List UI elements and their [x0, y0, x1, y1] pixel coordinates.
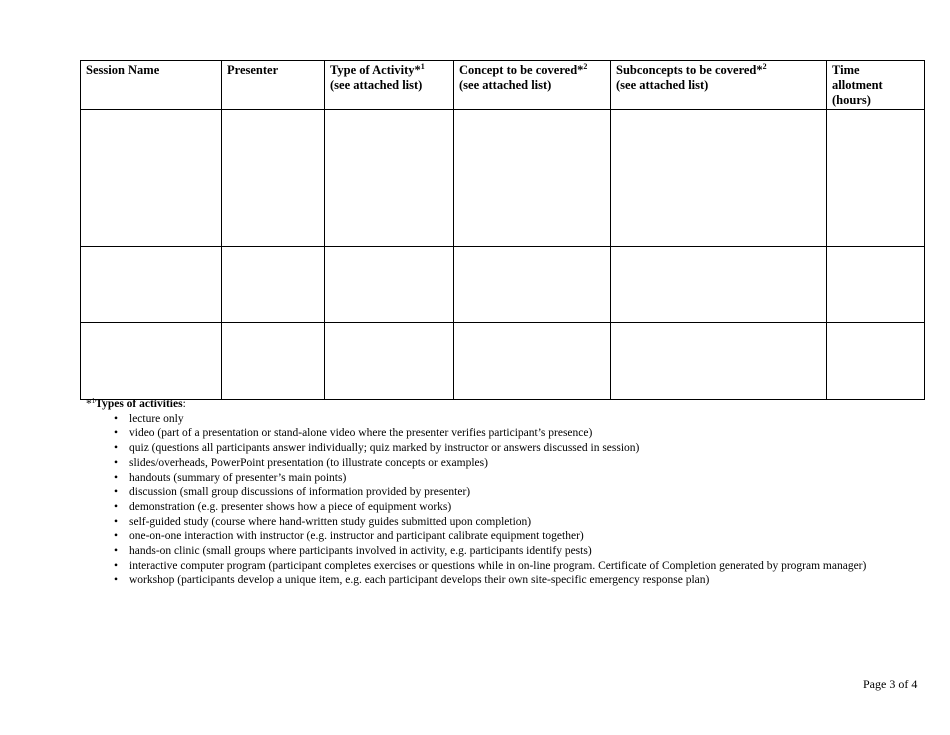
list-item: • handouts (summary of presenter’s main points): [114, 471, 347, 484]
list-item: • slides/overheads, PowerPoint presentation (to illustrate concepts or examples): [114, 456, 488, 469]
bullet-icon: •: [114, 545, 119, 558]
header-type-of-activity: Type of Activity*$^1$ (see attached list): [325, 61, 454, 110]
list-item: • discussion (small group discussions of information provided by presenter): [114, 486, 471, 499]
list-item: • workshop (participants develop a unique item, e.g. each participant develops their own site-specific emergency response plan): [114, 574, 710, 587]
activity-types-list: [86, 412, 866, 588]
list-item: • demonstration (e.g. presenter shows how a piece of equipment works): [114, 500, 452, 513]
bullet-icon: •: [114, 486, 119, 499]
table-cell[interactable]: [81, 247, 222, 323]
table-cell[interactable]: [222, 110, 325, 247]
table-cell[interactable]: [81, 110, 222, 247]
bullet-icon: •: [114, 456, 119, 469]
list-item: • self-guided study (course where hand-written study guides submitted upon completion): [114, 515, 532, 528]
bullet-icon: •: [114, 515, 119, 528]
table-cell[interactable]: [827, 323, 925, 400]
table-row: [81, 323, 925, 400]
table-cell[interactable]: [611, 323, 827, 400]
table-cell[interactable]: [611, 110, 827, 247]
table-cell[interactable]: [454, 323, 611, 400]
table-cell[interactable]: [454, 110, 611, 247]
table-cell[interactable]: [827, 247, 925, 323]
list-item: • quiz (questions all participants answer individually; quiz marked by instructor or answers discussed in session): [114, 442, 640, 455]
session-plan-table: [80, 60, 925, 400]
table-cell[interactable]: [222, 247, 325, 323]
header-session-name: Session Name: [81, 61, 222, 110]
table-cell[interactable]: [611, 247, 827, 323]
table-cell[interactable]: [454, 247, 611, 323]
table-header-row: [81, 61, 925, 110]
table-cell[interactable]: [827, 110, 925, 247]
table-cell[interactable]: [325, 323, 454, 400]
bullet-icon: •: [114, 427, 119, 440]
list-item: • one-on-one interaction with instructor (e.g. instructor and participant calibrate equipment together): [114, 530, 584, 543]
table-cell[interactable]: [222, 323, 325, 400]
bullet-icon: •: [114, 574, 119, 587]
header-time-allotment: Time allotment (hours): [827, 61, 925, 110]
table-cell[interactable]: [325, 247, 454, 323]
header-presenter: Presenter: [222, 61, 325, 110]
list-item: • video (part of a presentation or stand-alone video where the presenter verifies participant’s presence): [114, 427, 593, 440]
page-number: Page 3 of 4: [863, 677, 918, 691]
bullet-icon: •: [114, 530, 119, 543]
header-concept-to-be-covered: Concept to be covered*$^2$ (see attached list): [454, 61, 611, 110]
table-row: [81, 110, 925, 247]
activity-types-notes: [86, 397, 866, 588]
table-cell[interactable]: [81, 323, 222, 400]
list-item: • hands-on clinic (small groups where participants involved in activity, e.g. participants identify pests): [114, 545, 592, 558]
bullet-icon: •: [114, 412, 119, 425]
bullet-icon: •: [114, 442, 119, 455]
table-row: [81, 247, 925, 323]
bullet-icon: •: [114, 500, 119, 513]
notes-heading: *$^1$Types of activities:: [86, 397, 186, 410]
list-item: • interactive computer program (participant completes exercises or questions while in on-line program. Certificate of Completion generated by program manager): [114, 559, 867, 572]
list-item: • lecture only: [114, 412, 184, 425]
header-subconcepts-to-be-covered: Subconcepts to be covered*$^2$ (see attached list): [611, 61, 827, 110]
bullet-icon: •: [114, 559, 119, 572]
bullet-icon: •: [114, 471, 119, 484]
table-cell[interactable]: [325, 110, 454, 247]
